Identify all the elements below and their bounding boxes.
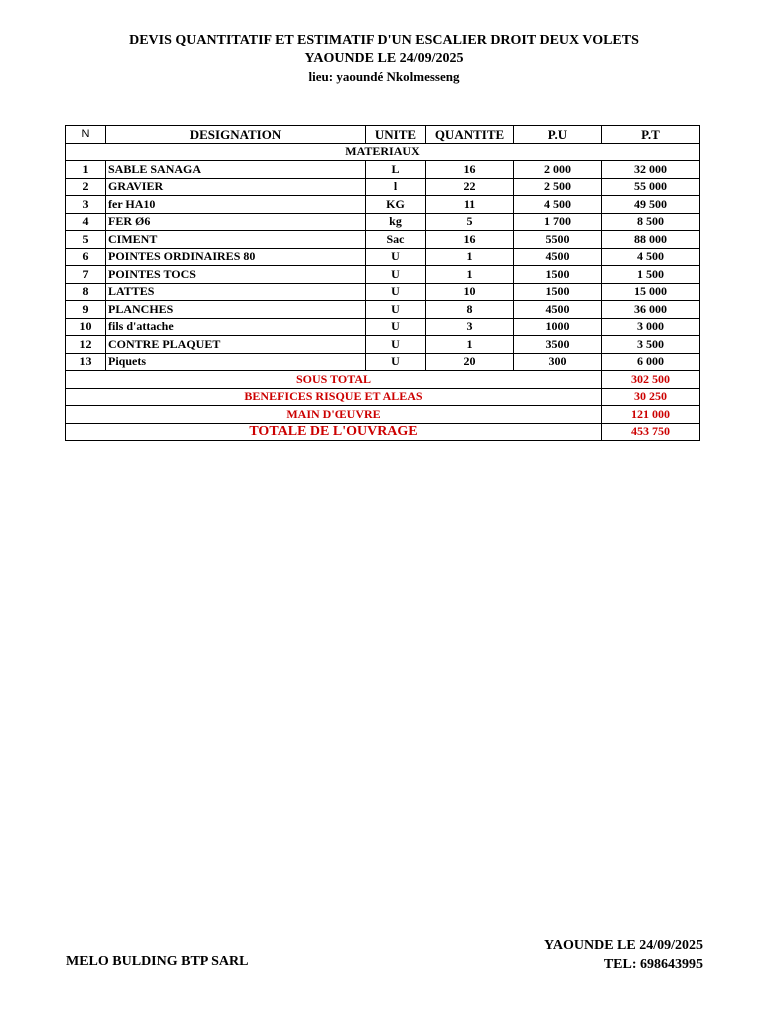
cell-unite: Sac — [366, 231, 426, 249]
col-header-designation: DESIGNATION — [106, 126, 366, 144]
total-label: SOUS TOTAL — [66, 371, 602, 389]
total-value: 453 750 — [602, 423, 700, 441]
cell-pt: 36 000 — [602, 301, 700, 319]
total-row — [66, 423, 700, 441]
table-header-row — [66, 126, 700, 144]
cell-pu: 4 500 — [514, 196, 602, 214]
cell-pu: 1500 — [514, 283, 602, 301]
cell-designation: POINTES TOCS — [106, 266, 366, 284]
cell-pu: 1500 — [514, 266, 602, 284]
cell-designation: LATTES — [106, 283, 366, 301]
table-row — [66, 161, 700, 179]
cell-n: 1 — [66, 161, 106, 179]
cell-pt: 4 500 — [602, 248, 700, 266]
cell-designation: Piquets — [106, 353, 366, 371]
company-name: MELO BULDING BTP SARL — [66, 954, 249, 969]
document-location: lieu: yaoundé Nkolmesseng — [308, 69, 460, 84]
cell-unite: KG — [366, 196, 426, 214]
cell-unite: l — [366, 178, 426, 196]
cell-n: 3 — [66, 196, 106, 214]
cell-quantite: 1 — [426, 248, 514, 266]
section-row — [66, 143, 700, 161]
cell-quantite: 16 — [426, 161, 514, 179]
footer-tel: TEL: 698643995 — [603, 957, 703, 972]
cell-unite: kg — [366, 213, 426, 231]
cell-quantite: 1 — [426, 336, 514, 354]
document-header — [0, 32, 768, 85]
table-row — [66, 196, 700, 214]
devis-table — [65, 125, 700, 441]
cell-pt: 32 000 — [602, 161, 700, 179]
col-header-unite: UNITE — [366, 126, 426, 144]
total-row — [66, 406, 700, 424]
cell-unite: U — [366, 266, 426, 284]
total-value: 302 500 — [602, 371, 700, 389]
col-header-quantite: QUANTITE — [426, 126, 514, 144]
cell-unite: U — [366, 318, 426, 336]
cell-pt: 88 000 — [602, 231, 700, 249]
cell-unite: U — [366, 301, 426, 319]
cell-pu: 5500 — [514, 231, 602, 249]
document-title: DEVIS QUANTITATIF ET ESTIMATIF D'UN ESCALIER DROIT DEUX VOLETS — [129, 33, 639, 48]
cell-unite: U — [366, 248, 426, 266]
cell-pu: 3500 — [514, 336, 602, 354]
cell-pu: 4500 — [514, 248, 602, 266]
cell-pt: 3 000 — [602, 318, 700, 336]
cell-pu: 300 — [514, 353, 602, 371]
cell-quantite: 10 — [426, 283, 514, 301]
cell-unite: U — [366, 336, 426, 354]
cell-designation: SABLE SANAGA — [106, 161, 366, 179]
cell-quantite: 16 — [426, 231, 514, 249]
table-row — [66, 283, 700, 301]
document-date: YAOUNDE LE 24/09/2025 — [304, 51, 464, 66]
cell-quantite: 22 — [426, 178, 514, 196]
cell-pt: 55 000 — [602, 178, 700, 196]
cell-n: 7 — [66, 266, 106, 284]
total-value: 30 250 — [602, 388, 700, 406]
table-row — [66, 336, 700, 354]
cell-quantite: 3 — [426, 318, 514, 336]
table-row — [66, 266, 700, 284]
cell-quantite: 20 — [426, 353, 514, 371]
total-label: MAIN D'ŒUVRE — [66, 406, 602, 424]
cell-pu: 1 700 — [514, 213, 602, 231]
cell-pt: 49 500 — [602, 196, 700, 214]
cell-designation: FER Ø6 — [106, 213, 366, 231]
cell-n: 6 — [66, 248, 106, 266]
cell-designation: CIMENT — [106, 231, 366, 249]
cell-pt: 15 000 — [602, 283, 700, 301]
cell-pu: 2 500 — [514, 178, 602, 196]
cell-n: 2 — [66, 178, 106, 196]
cell-n: 5 — [66, 231, 106, 249]
cell-quantite: 11 — [426, 196, 514, 214]
total-value: 121 000 — [602, 406, 700, 424]
cell-quantite: 5 — [426, 213, 514, 231]
total-row — [66, 371, 700, 389]
total-label: TOTALE DE L'OUVRAGE — [66, 423, 602, 441]
table-row — [66, 318, 700, 336]
cell-quantite: 1 — [426, 266, 514, 284]
total-row — [66, 388, 700, 406]
cell-pt: 1 500 — [602, 266, 700, 284]
table-row — [66, 231, 700, 249]
cell-n: 8 — [66, 283, 106, 301]
cell-pu: 4500 — [514, 301, 602, 319]
cell-quantite: 8 — [426, 301, 514, 319]
cell-pt: 6 000 — [602, 353, 700, 371]
total-label: BENEFICES RISQUE ET ALEAS — [66, 388, 602, 406]
table-row — [66, 301, 700, 319]
cell-n: 4 — [66, 213, 106, 231]
col-header-pt: P.T — [602, 126, 700, 144]
cell-n: 12 — [66, 336, 106, 354]
table-row — [66, 353, 700, 371]
table-row — [66, 213, 700, 231]
footer-contact — [544, 936, 703, 974]
cell-n: 10 — [66, 318, 106, 336]
cell-designation: CONTRE PLAQUET — [106, 336, 366, 354]
cell-designation: GRAVIER — [106, 178, 366, 196]
cell-n: 9 — [66, 301, 106, 319]
cell-unite: U — [366, 283, 426, 301]
cell-unite: U — [366, 353, 426, 371]
cell-unite: L — [366, 161, 426, 179]
col-header-n: N — [66, 126, 106, 144]
cell-n: 13 — [66, 353, 106, 371]
cell-pu: 2 000 — [514, 161, 602, 179]
footer-date: YAOUNDE LE 24/09/2025 — [544, 938, 703, 953]
cell-pt: 8 500 — [602, 213, 700, 231]
section-label: MATERIAUX — [66, 143, 700, 161]
cell-designation: PLANCHES — [106, 301, 366, 319]
cell-pt: 3 500 — [602, 336, 700, 354]
cell-designation: POINTES ORDINAIRES 80 — [106, 248, 366, 266]
cell-designation: fer HA10 — [106, 196, 366, 214]
table-row — [66, 178, 700, 196]
cell-pu: 1000 — [514, 318, 602, 336]
table-row — [66, 248, 700, 266]
col-header-pu: P.U — [514, 126, 602, 144]
cell-designation: fils d'attache — [106, 318, 366, 336]
